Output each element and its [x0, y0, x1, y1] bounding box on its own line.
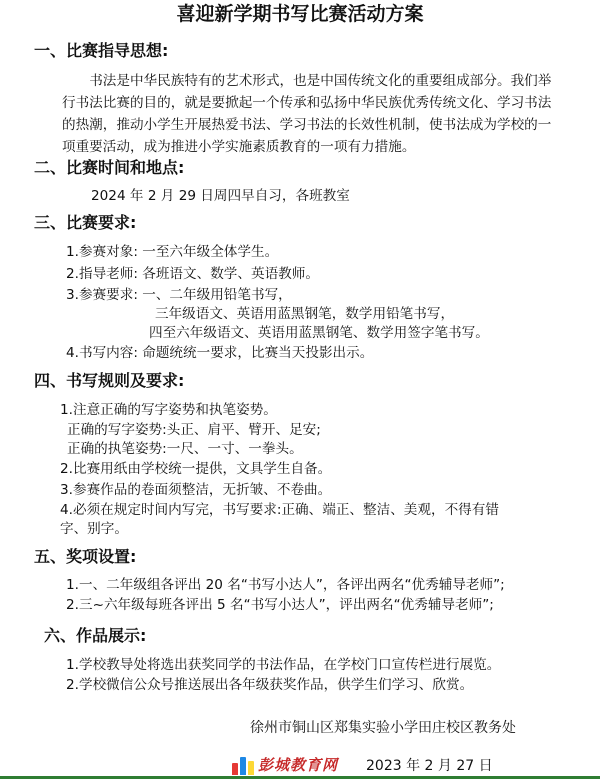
footer-organization: 徐州市铜山区郑集实验小学田庄校区教务处	[250, 720, 516, 736]
logo-icon	[232, 755, 254, 775]
section-1-paragraph: 书法是中华民族特有的艺术形式，也是中国传统文化的重要组成部分。我们举行书法比赛的目的，就是要掀起一个传承和弘扬中华民族优秀传统文化、学习书法的热潮，推动小学生开展热爱书法、学习书法的长效性机制，使书法成为学校的一项重要活动，成为推进小学实施素质教育的一项有力措施。	[62, 73, 552, 155]
section-3-heading: 三、比赛要求:	[34, 213, 137, 232]
section-4-rule-1b: 正确的执笔姿势:一尺、一寸、一拳头。	[67, 441, 303, 457]
section-5-heading: 五、奖项设置:	[34, 547, 137, 566]
section-4-rule-2: 2.比赛用纸由学校统一提供，文具学生自备。	[60, 461, 332, 477]
logo-text: 彭城教育网	[258, 756, 339, 774]
section-5-award-2: 2.三~六年级每班各评出 5 名“书写小达人”，评出两名“优秀辅导老师”;	[66, 597, 494, 613]
footer-date: 2023 年 2 月 27 日	[366, 758, 493, 774]
section-3-item-3a: 3.参赛要求: 一、二年级用铅笔书写，	[66, 287, 292, 303]
section-4-rule-4b: 字、别字。	[60, 521, 128, 537]
section-2-heading: 二、比赛时间和地点:	[34, 158, 185, 177]
section-6-item-1: 1.学校教导处将选出获奖同学的书法作品，在学校门口宣传栏进行展览。	[66, 657, 501, 673]
section-2-line: 2024 年 2 月 29 日周四早自习，各班教室	[91, 188, 350, 204]
document-title: 喜迎新学期书写比赛活动方案	[176, 3, 424, 25]
watermark-logo	[232, 754, 338, 775]
section-3-item-2: 2.指导老师: 各班语文、数学、英语教师。	[66, 266, 319, 282]
section-4-rule-3: 3.参赛作品的卷面须整洁，无折皱、不卷曲。	[60, 482, 332, 498]
section-6-heading: 六、作品展示:	[44, 626, 147, 645]
section-3-item-3c: 四至六年级语文、英语用蓝黑钢笔、数学用签字笔书写。	[149, 325, 489, 341]
section-3-item-4: 4.书写内容: 命题统统一要求，比赛当天投影出示。	[66, 345, 374, 361]
section-4-heading: 四、书写规则及要求:	[34, 371, 185, 390]
section-3-item-1: 1.参赛对象: 一至六年级全体学生。	[66, 244, 279, 260]
section-4-rule-1: 1.注意正确的写字姿势和执笔姿势。	[60, 402, 277, 418]
section-1-heading: 一、比赛指导思想:	[34, 41, 169, 60]
section-3-item-3b: 三年级语文、英语用蓝黑钢笔，数学用铅笔书写，	[155, 306, 455, 322]
section-6-item-2: 2.学校微信公众号推送展出各年级获奖作品，供学生们学习、欣赏。	[66, 677, 474, 693]
section-4-rule-1a: 正确的写字姿势:头正、肩平、臂开、足安;	[67, 422, 321, 438]
section-5-award-1: 1.一、二年级组各评出 20 名“书写小达人”，各评出两名“优秀辅导老师”;	[66, 577, 505, 593]
section-4-rule-4a: 4.必须在规定时间内写完，书写要求:正确、端正、整洁、美观，不得有错	[60, 502, 499, 518]
